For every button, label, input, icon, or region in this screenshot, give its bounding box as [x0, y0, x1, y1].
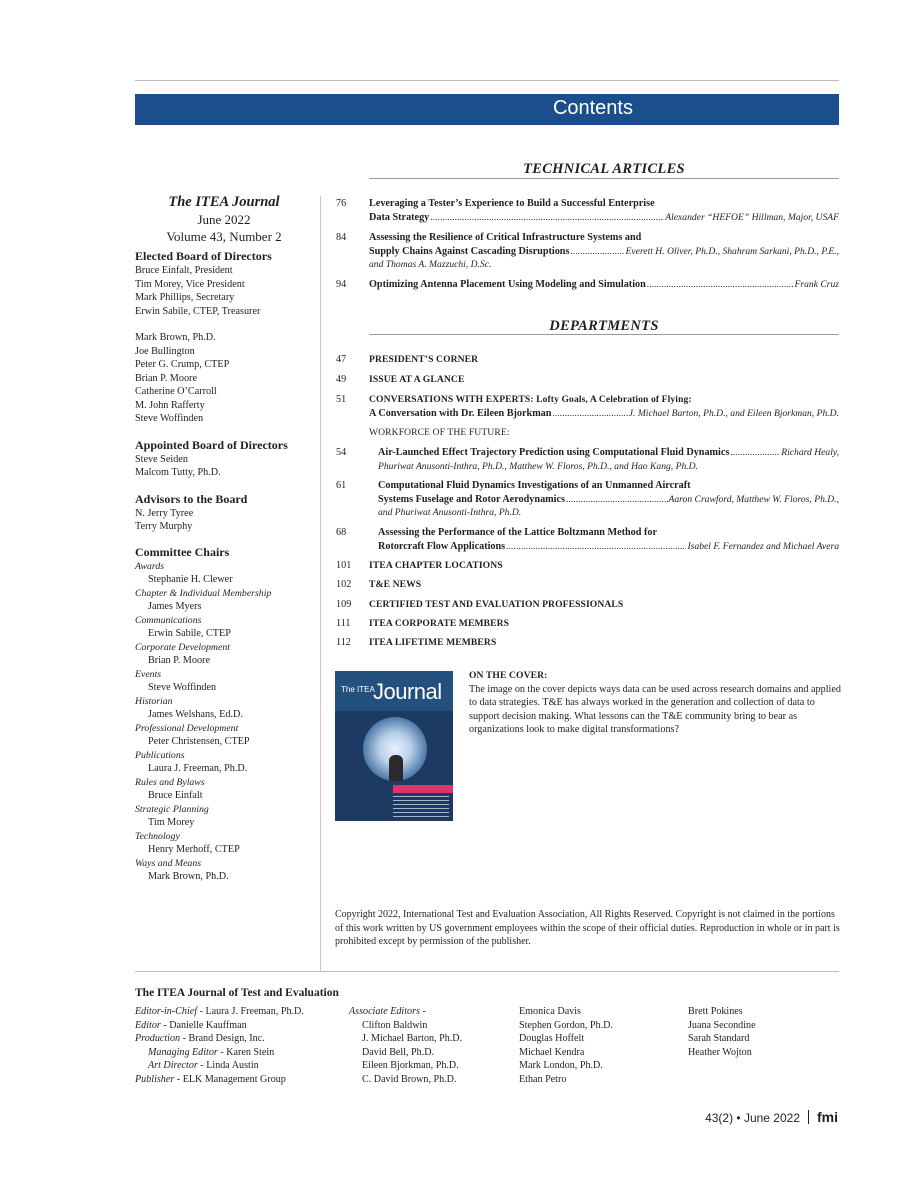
- cover-body: The image on the cover depicts ways data can be used across research domains and applied to data strategies. T&E has always worked in the generation and collection of data to support decision making. What lessons can the T&E community bring to bear as organizations look to make digital transformations?: [469, 683, 841, 735]
- toc-title: CONVERSATIONS WITH EXPERTS: Lofty Goals, A Celebration of Flying:: [369, 394, 692, 405]
- leader-dots: [566, 493, 668, 507]
- associate-editor: David Bell, Ph.D.: [362, 1046, 435, 1058]
- staff-name: Brand Design, Inc.: [188, 1033, 265, 1044]
- associate-editor: Ethan Petro: [519, 1073, 567, 1085]
- associate-editors-col1: [349, 1005, 462, 1086]
- associate-editor: Clifton Baldwin: [362, 1019, 428, 1031]
- board-member: Joe Bullington: [135, 345, 195, 357]
- committee-name: Awards: [135, 560, 165, 572]
- board-member: Bruce Einfalt, President: [135, 265, 233, 276]
- associate-editor: Juana Secondine: [688, 1019, 756, 1031]
- appointed-board-heading: Appointed Board of Directors: [135, 437, 288, 452]
- committee-chair: Peter Christensen, CTEP: [148, 736, 250, 747]
- committee-chair: Mark Brown, Ph.D.: [148, 871, 229, 882]
- leader-dots: [552, 407, 627, 421]
- staff-name: Linda Austin: [206, 1060, 259, 1071]
- committee-chair: Tim Morey: [148, 817, 195, 828]
- board-member: Mark Phillips, Secretary: [135, 292, 235, 303]
- committee-name: Ways and Means: [135, 857, 202, 869]
- staff-role: Editor: [135, 1019, 161, 1031]
- advisors-heading: Advisors to the Board: [135, 491, 248, 506]
- committee-name: Events: [135, 668, 162, 680]
- advisor: N. Jerry Tyree: [135, 507, 194, 519]
- departments-heading: DEPARTMENTS: [549, 318, 659, 334]
- toc-author: Richard Healy,: [781, 447, 839, 458]
- technical-articles-heading: TECHNICAL ARTICLES: [523, 161, 685, 177]
- toc-title: PRESIDENT’S CORNER: [369, 354, 479, 365]
- committee-name: Corporate Development: [135, 641, 230, 653]
- contents-banner: [135, 94, 839, 125]
- committee-chairs-heading: Committee Chairs: [135, 544, 230, 559]
- toc-page: 84: [336, 232, 347, 243]
- committee-chair: James Myers: [148, 601, 202, 612]
- toc-title: CERTIFIED TEST AND EVALUATION PROFESSIONALS: [369, 599, 624, 610]
- staff-role: Editor-in-Chief: [135, 1006, 198, 1017]
- copyright-notice: Copyright 2022, International Test and Evaluation Association, All Rights Reserved. Copyright is not claimed in the portions of this work written by US government employees within the scope of their official duties. Reproduction in whole or in part is prohibited except by permission of the publisher.: [335, 909, 840, 947]
- top-rule: [135, 80, 839, 81]
- associate-editors-col2: [519, 1005, 613, 1086]
- toc-page: 94: [336, 279, 347, 290]
- toc-author: and Phuriwat Anusonti-Inthra, Ph.D.: [378, 507, 522, 518]
- staff-name: Laura J. Freeman, Ph.D.: [205, 1006, 304, 1017]
- issue-date: June 2022: [197, 212, 251, 227]
- toc-author: Frank Cruz: [794, 279, 839, 290]
- footer-separator: [808, 1110, 809, 1124]
- cover-small-title: The ITEA: [341, 685, 375, 694]
- toc-page: 112: [336, 637, 351, 648]
- toc-title: Data Strategy: [369, 211, 430, 223]
- staff-name: Danielle Kauffman: [169, 1019, 247, 1031]
- advisor: Terry Murphy: [135, 521, 193, 532]
- toc-page: 111: [336, 618, 351, 629]
- cover-heading: ON THE COVER:: [469, 670, 548, 681]
- committee-chair: Brian P. Moore: [148, 655, 210, 666]
- staff-list: Editor-in-Chief - Laura J. Freeman, Ph.D. Editor - Danielle Kauffman Production - Brand Design, Inc. Managing Editor - Karen Stein Art Director - Linda Austin Publisher - ELK Management Group: [135, 1006, 304, 1085]
- committee-name: Publications: [135, 749, 185, 761]
- committee-chair: Bruce Einfalt: [148, 790, 203, 801]
- associate-editor: Emonica Davis: [519, 1006, 581, 1017]
- toc-page: 51: [336, 394, 347, 405]
- toc-title: ITEA LIFETIME MEMBERS: [369, 637, 497, 648]
- toc-title: Systems Fuselage and Rotor Aerodynamics: [378, 493, 565, 505]
- elected-board-heading: Elected Board of Directors: [135, 249, 272, 263]
- column-divider: [320, 196, 321, 971]
- committee-chair: Henry Merhoff, CTEP: [148, 844, 240, 855]
- committee-chair: James Welshans, Ed.D.: [148, 709, 243, 720]
- leader-dots: [647, 278, 794, 292]
- board-member: Malcom Tutty, Ph.D.: [135, 467, 221, 478]
- associate-editor: Douglas Hoffelt: [519, 1033, 585, 1044]
- toc-page: 109: [336, 599, 352, 610]
- committee-name: Historian: [135, 695, 173, 707]
- leader-dots: [430, 211, 664, 225]
- associate-editor: Sarah Standard: [688, 1033, 750, 1044]
- staff-role: Production: [135, 1033, 181, 1044]
- staff-role: Publisher: [135, 1073, 175, 1085]
- cover-highlight-bar: [393, 785, 453, 793]
- toc-title: A Conversation with Dr. Eileen Bjorkman: [369, 407, 552, 419]
- associate-editor: Michael Kendra: [519, 1046, 585, 1058]
- toc-page: 76: [336, 198, 347, 209]
- toc-page: 102: [336, 579, 352, 590]
- toc-title: Air-Launched Effect Trajectory Prediction using Computational Fluid Dynamics: [378, 447, 730, 458]
- board-member: Mark Brown, Ph.D.: [135, 332, 216, 343]
- toc-page: 47: [336, 354, 347, 365]
- associate-editor: Stephen Gordon, Ph.D.: [519, 1019, 613, 1031]
- staff-role: Art Director: [148, 1060, 198, 1071]
- footer-title: The ITEA Journal of Test and Evaluation: [135, 987, 339, 999]
- board-member: Tim Morey, Vice President: [135, 278, 245, 290]
- staff-name: Karen Stein: [226, 1046, 275, 1058]
- associate-editor: Heather Wojton: [688, 1046, 752, 1058]
- cover-text-lines: [393, 796, 449, 818]
- toc-title: Supply Chains Against Cascading Disruptions: [369, 245, 570, 257]
- board-member: M. John Rafferty: [135, 399, 205, 411]
- leader-dots: [506, 540, 686, 554]
- sidebar: [135, 193, 313, 884]
- associate-editors-col3: [688, 1005, 756, 1059]
- associate-editor: J. Michael Barton, Ph.D.: [362, 1033, 463, 1044]
- cover-large-title: Journal: [373, 679, 442, 704]
- committee-name: Professional Development: [135, 722, 239, 734]
- elected-officers: [135, 264, 313, 318]
- page-number: 43(2) • June 2022: [705, 1111, 800, 1125]
- toc-title: Assessing the Performance of the Lattice Boltzmann Method for: [378, 527, 657, 538]
- toc-page: 68: [336, 527, 347, 538]
- associate-editor: C. David Brown, Ph.D.: [362, 1073, 457, 1085]
- associate-editor: Brett Pokines: [688, 1006, 743, 1017]
- associate-editor: Eileen Bjorkman, Ph.D.: [362, 1060, 459, 1071]
- committee-name: Communications: [135, 614, 202, 626]
- committee-chair: Stephanie H. Clewer: [148, 574, 233, 585]
- footer-rule: [135, 971, 839, 972]
- departments-rule: [369, 334, 839, 335]
- toc-author: J. Michael Barton, Ph.D., and Eileen Bjorkman, Ph.D.: [628, 407, 839, 419]
- toc-author: Isabel F. Fernandez and Michael Avera: [687, 540, 839, 552]
- committee-chair: Steve Woffinden: [148, 682, 217, 693]
- toc-title: ISSUE AT A GLANCE: [369, 374, 465, 385]
- cover-description: [469, 669, 841, 737]
- board-member: Peter G. Crump, CTEP: [135, 359, 230, 370]
- toc-author: Everett H. Oliver, Ph.D., Shahram Sarkani, Ph.D., P.E.,: [625, 245, 839, 257]
- toc-title: Leveraging a Tester’s Experience to Build a Successful Enterprise: [369, 198, 655, 209]
- board-member: Catherine O’Carroll: [135, 386, 217, 397]
- banner-title: Contents: [552, 97, 633, 119]
- issue-volume: Volume 43, Number 2: [166, 229, 282, 244]
- board-member: Brian P. Moore: [135, 372, 197, 384]
- toc-author: and Thomas A. Mazzuchi, D.Sc.: [369, 259, 492, 270]
- toc-title: ITEA CORPORATE MEMBERS: [369, 618, 510, 629]
- committee-name: Rules and Bylaws: [135, 776, 205, 788]
- associate-editor: Mark London, Ph.D.: [519, 1060, 603, 1071]
- brand-mark: fmi: [817, 1109, 838, 1125]
- leader-dots: [570, 245, 624, 259]
- spacer: [135, 318, 313, 331]
- toc-page: 49: [336, 374, 347, 385]
- toc-page: 61: [336, 480, 347, 491]
- toc-author: Alexander “HEFOE” Hillman, Major, USAF: [665, 211, 839, 223]
- committee-name: Technology: [135, 830, 180, 842]
- toc-page: 101: [336, 560, 352, 571]
- associate-editors-label: Associate Editors -: [349, 1006, 426, 1017]
- toc-title: T&E NEWS: [369, 579, 422, 590]
- cover-image: [335, 671, 453, 821]
- toc-title: Computational Fluid Dynamics Investigations of an Unmanned Aircraft: [378, 480, 691, 491]
- toc-author: Phuriwat Anusonti-Inthra, Ph.D., Matthew W. Floros, Ph.D., and Hao Kang, Ph.D.: [378, 460, 698, 472]
- board-member: Erwin Sabile, CTEP, Treasurer: [135, 305, 261, 317]
- staff-name: ELK Management Group: [182, 1073, 286, 1085]
- committee-list: [135, 560, 313, 884]
- board-member: Steve Seiden: [135, 453, 188, 465]
- committee-name: Chapter & Individual Membership: [135, 587, 272, 599]
- toc-title: Assessing the Resilience of Critical Infrastructure Systems and: [369, 232, 642, 243]
- elected-members: [135, 331, 313, 426]
- staff-role: Managing Editor: [148, 1046, 218, 1058]
- toc-title: Rotorcraft Flow Applications: [378, 540, 506, 552]
- committee-chair: Erwin Sabile, CTEP: [148, 628, 231, 639]
- leader-dots: [730, 446, 780, 460]
- journal-title: The ITEA Journal: [168, 194, 280, 210]
- board-member: Steve Woffinden: [135, 413, 204, 424]
- toc-section-label: WORKFORCE OF THE FUTURE:: [369, 427, 510, 438]
- toc-title: ITEA CHAPTER LOCATIONS: [369, 560, 503, 571]
- cover-person: [389, 755, 403, 781]
- committee-chair: Laura J. Freeman, Ph.D.: [148, 763, 248, 774]
- page-footer: [705, 1109, 838, 1125]
- toc-page: 54: [336, 447, 347, 458]
- toc-author: Aaron Crawford, Matthew W. Floros, Ph.D.,: [668, 493, 839, 505]
- committee-name: Strategic Planning: [135, 803, 209, 815]
- toc-title: Optimizing Antenna Placement Using Modeling and Simulation: [369, 279, 646, 290]
- technical-articles-rule: [369, 178, 839, 179]
